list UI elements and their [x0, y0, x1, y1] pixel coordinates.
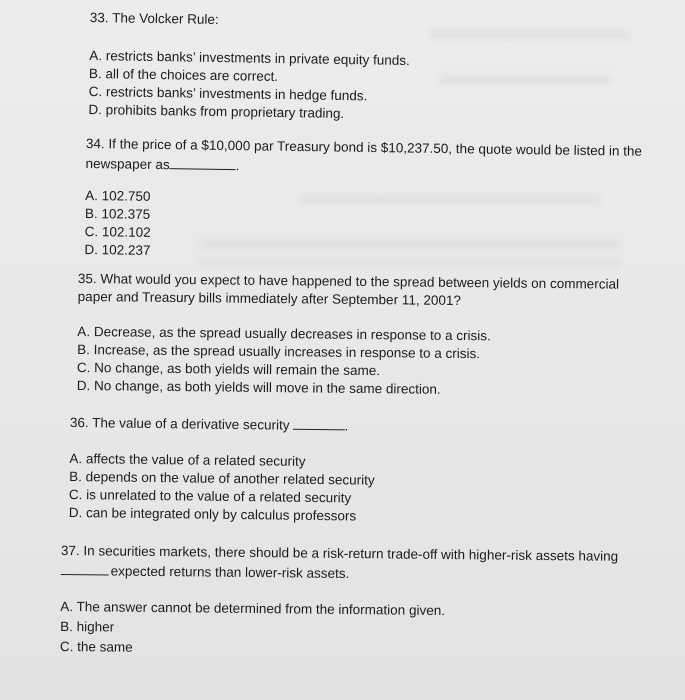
- option-a[interactable]: A. restricts banks’ investments in private equity funds.: [89, 47, 410, 69]
- option-b[interactable]: B. all of the choices are correct.: [88, 65, 279, 84]
- question-text-line-1: If the price of a $10,000 par Treasury bond is $10,237.50, the quote would be listed in the: [108, 136, 643, 159]
- question-text-line-2: paper and Treasury bills immediately after September 11, 2001?: [77, 288, 461, 309]
- option-a[interactable]: A. affects the value of a related security: [69, 450, 306, 469]
- stem-end: .: [235, 158, 240, 174]
- question-35: [77, 270, 619, 401]
- option-c[interactable]: C. is unrelated to the value of a related security: [68, 486, 352, 506]
- option-d[interactable]: D. 102.237: [84, 241, 151, 258]
- bleed-through-2: [440, 75, 610, 84]
- question-number: 36.: [69, 414, 89, 431]
- option-d[interactable]: D. No change, as both yields will move in the same direction.: [76, 377, 441, 397]
- option-d[interactable]: D. can be integrated only by calculus professors: [68, 504, 357, 524]
- option-b[interactable]: B. higher: [60, 618, 115, 635]
- question-36-stem: [70, 412, 376, 436]
- option-c[interactable]: C. No change, as both yields will remain the same.: [76, 359, 381, 379]
- question-number: 33.: [89, 9, 109, 26]
- question-number: 35.: [77, 270, 97, 287]
- question-34: [84, 135, 642, 267]
- question-36: [69, 412, 376, 526]
- answer-blank[interactable]: [61, 560, 109, 576]
- question-number: 37.: [60, 542, 80, 559]
- question-text-line-2: expected returns than lower-risk assets.: [110, 563, 350, 582]
- question-37: [60, 542, 618, 662]
- question-text-line-2: newspaper as: [85, 155, 170, 173]
- option-a[interactable]: A. The answer cannot be determined from the information given.: [60, 598, 446, 619]
- option-c[interactable]: C. restricts banks’ investments in hedge funds.: [88, 83, 368, 104]
- option-c[interactable]: C. the same: [59, 638, 133, 655]
- question-33-stem: [90, 9, 411, 32]
- question-37-options: [60, 598, 618, 662]
- option-a[interactable]: A. 102.750: [85, 187, 151, 204]
- answer-blank[interactable]: [292, 415, 344, 431]
- question-33-options: [88, 47, 410, 124]
- option-c[interactable]: C. 102.102: [84, 223, 151, 240]
- stem-end: .: [344, 418, 349, 434]
- option-b[interactable]: B. 102.375: [84, 205, 151, 222]
- option-b[interactable]: B. depends on the value of another related security: [69, 468, 375, 488]
- question-text-line-1: What would you expect to have happened to the spread between yields on commercial: [100, 271, 620, 292]
- question-36-options: [69, 450, 375, 526]
- question-34-options: [84, 187, 641, 267]
- answer-blank[interactable]: [170, 154, 236, 170]
- question-text-line-1: In securities markets, there should be a risk-return trade-off with higher-risk assets having: [83, 543, 619, 564]
- question-text: The value of a derivative security: [92, 415, 290, 433]
- question-33: [88, 9, 410, 124]
- bleed-through-1: [430, 30, 630, 40]
- option-b[interactable]: B. Increase, as the spread usually increases in response to a crisis.: [77, 341, 481, 362]
- option-d[interactable]: D. prohibits banks from proprietary trading.: [88, 101, 345, 122]
- question-number: 34.: [85, 135, 105, 152]
- question-text: The Volcker Rule:: [112, 10, 219, 28]
- question-35-options: [77, 323, 619, 401]
- option-a[interactable]: A. Decrease, as the spread usually decreases in response to a crisis.: [77, 323, 491, 344]
